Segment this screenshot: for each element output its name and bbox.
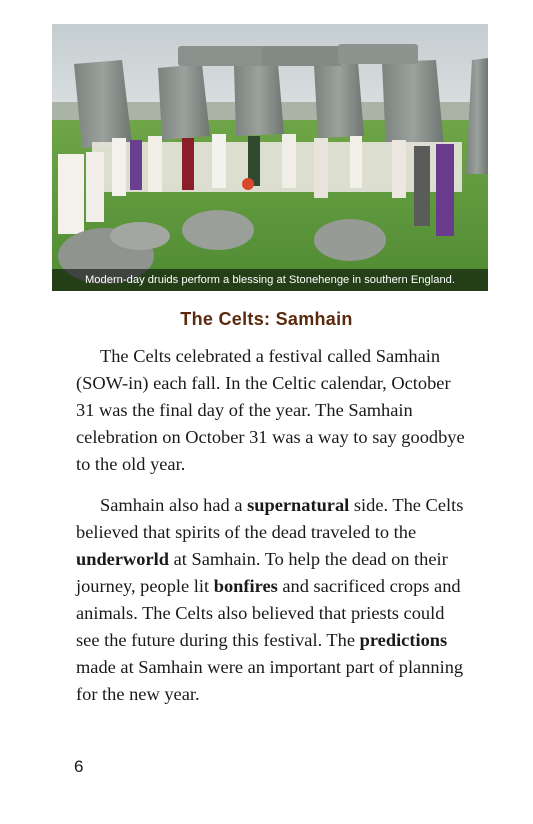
vocab-underworld: underworld [76, 549, 169, 569]
text-segment: Samhain also had a [100, 495, 248, 515]
paragraph-2 [76, 492, 468, 708]
text-segment: made at Samhain were an important part of planning for the new year. [76, 657, 464, 704]
photo-caption: Modern-day druids perform a blessing at Stonehenge in southern England. [52, 269, 488, 291]
stonehenge-photo [52, 24, 488, 291]
text-segment: side. The Celts believed that spirits of the dead traveled to the [76, 495, 464, 542]
vocab-bonfires: bonfires [213, 576, 278, 596]
section-heading: The Celts: Samhain [180, 309, 353, 329]
paragraph-1: The Celts celebrated a festival called Samhain (SOW-in) each fall. In the Celtic calendar, October 31 was the final day of the year. The Samhain celebration on October 31 was a way to say goodbye to the old year. [76, 346, 465, 474]
vocab-supernatural: supernatural [247, 495, 350, 515]
stonehenge-illustration [52, 24, 488, 291]
text-segment: at Samhain. To help the dead on their journey, people lit [76, 549, 448, 596]
vocab-predictions: predictions [359, 630, 448, 650]
page-number: 6 [74, 757, 84, 776]
bonfire [242, 178, 254, 190]
text-segment: and sacrificed crops and animals. The Celts also believed that priests could see the future during this festival. The [76, 576, 461, 650]
